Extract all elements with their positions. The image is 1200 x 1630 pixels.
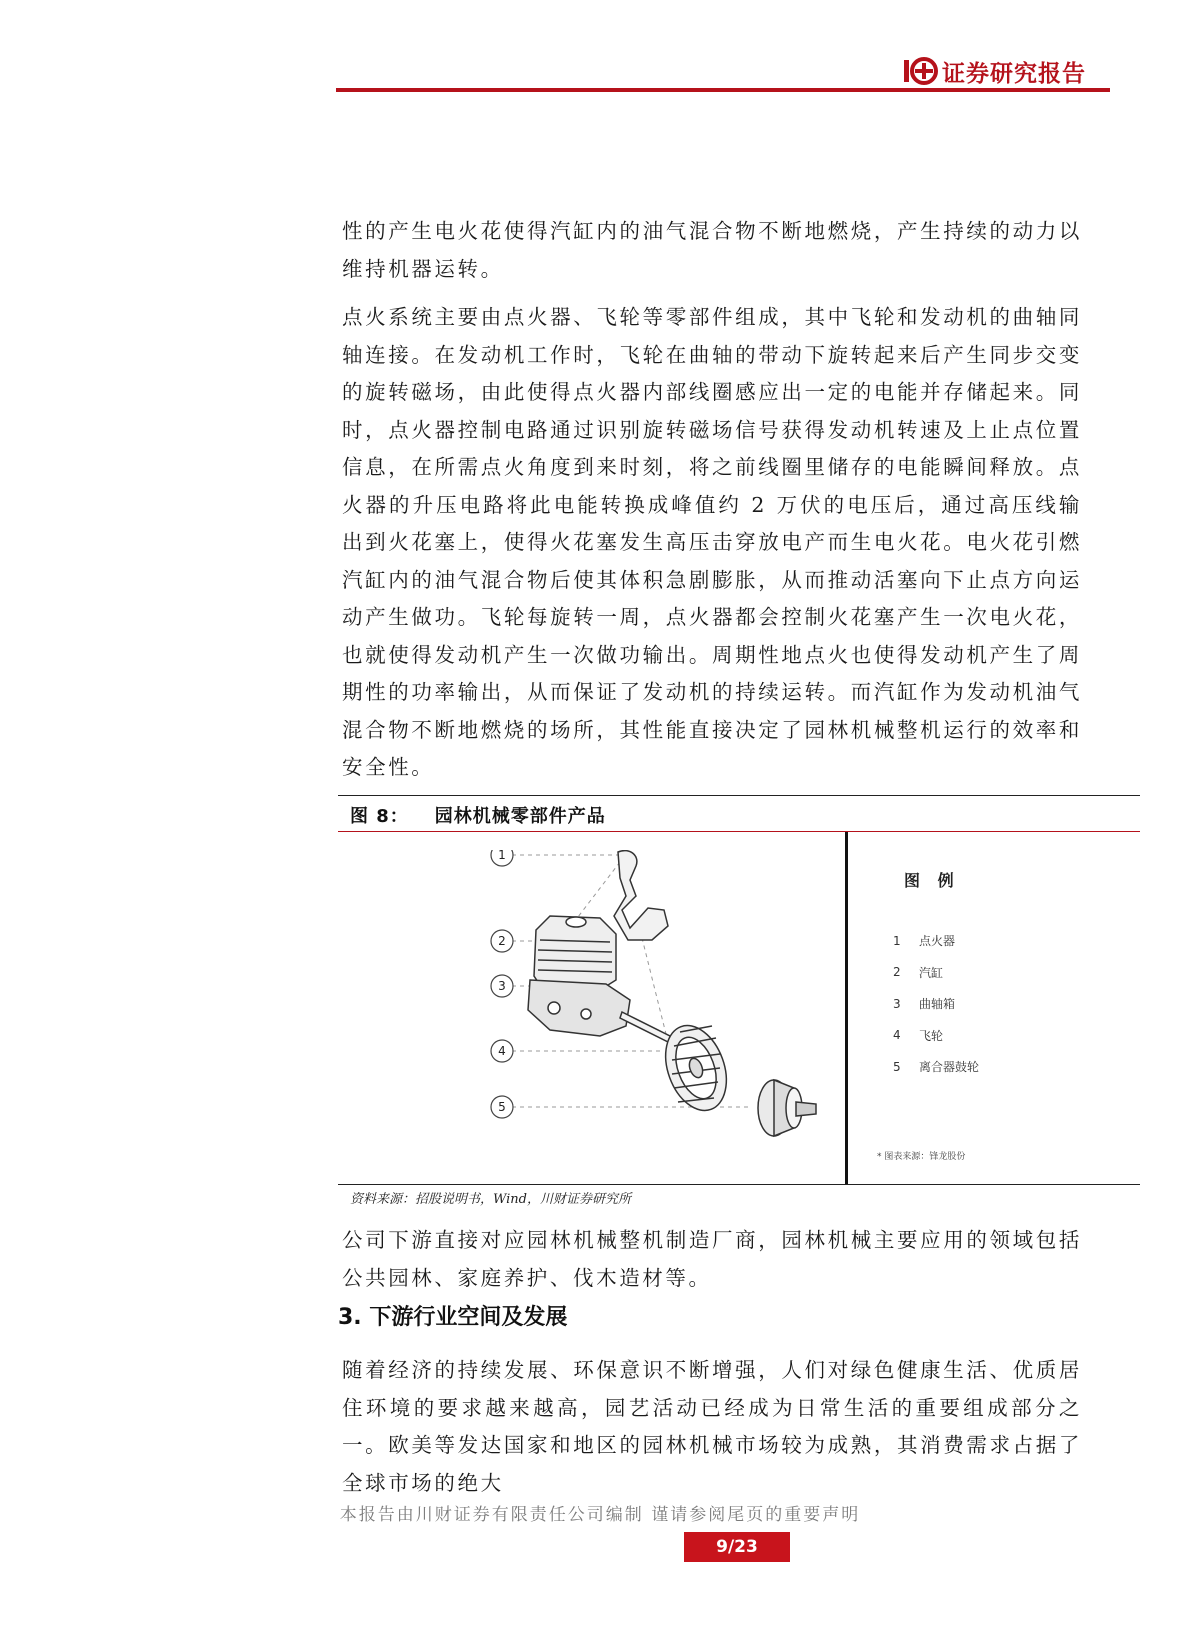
figure-caption <box>350 802 606 828</box>
callout-2: 2 <box>498 934 506 948</box>
callout-1: 1 <box>498 850 506 862</box>
cylinder <box>534 916 616 990</box>
callout-markers <box>491 850 513 1118</box>
footer-disclaimer: 本报告由川财证券有限责任公司编制 谨请参阅尾页的重要声明 <box>339 1505 861 1525</box>
legend-list <box>893 925 979 1083</box>
paragraph: 随着经济的持续发展、环保意识不断增强，人们对绿色健康生活、优质居住环境的要求越来越高，园艺活动已经成为日常生活的重要组成部分之一。欧美等发达国家和地区的园林机械市场较为成熟，其消费需求占据了全球市场的绝大 <box>342 1358 1082 1495</box>
crankcase <box>528 980 630 1036</box>
callout-4: 4 <box>498 1044 506 1058</box>
parts-diagram <box>490 850 820 1160</box>
paragraph: 点火系统主要由点火器、飞轮等零部件组成，其中飞轮和发动机的曲轴同轴连接。在发动机工作时，飞轮在曲轴的带动下旋转起来后产生同步交变的旋转磁场，由此使得点火器内部线圈感应出一定的电能并存储起来。同时，点火器控制电路通过识别旋转磁场信号获得发动机转速及上止点位置信息，在所需点火角度到来时刻，将之前线圈里储存的电能瞬间释放。点火器的升压电路将此电能转换成峰值约 2 万伏的电压后，通过高压线输出到火花塞上，使得火花塞发生高压击穿放电产而生电火花。电火花引燃汽缸内的油气混合物后使其体积急剧膨胀，从而推动活塞向下止点方向运动产生做功。飞轮每旋转一周，点火器都会控制火花塞产生一次电火花，也就使得发动机产生一次做功输出。周期性地点火也使得发动机产生了周期性的功率输出，从而保证了发动机的持续运转。而汽缸作为发动机油气混合物不断地燃烧的场所，其性能直接决定了园林机械整机运行的效率和安全性。 <box>342 305 1082 779</box>
paragraph: 公司下游直接对应园林机械整机制造厂商，园林机械主要应用的领域包括公共园林、家庭养护、伐木造材等。 <box>342 1228 1082 1290</box>
legend-item: 4 飞轮 <box>893 1028 944 1043</box>
figure-caption-rule <box>338 831 1140 832</box>
paragraph: 性的产生电火花使得汽缸内的油气混合物不断地燃烧，产生持续的动力以维持机器运转。 <box>342 219 1082 281</box>
figure-top-rule <box>338 795 1140 796</box>
figure-bottom-rule <box>338 1184 1140 1185</box>
legend-item: 2 汽缸 <box>893 965 944 980</box>
header-title: 证券研究报告 <box>942 59 1086 87</box>
company-logo <box>900 54 940 88</box>
header-brand <box>900 52 1086 90</box>
legend-title: 图 例 <box>904 871 960 890</box>
legend-item: 5 离合器鼓轮 <box>893 1059 980 1075</box>
ignition-coil <box>614 851 668 940</box>
legend-item: 1 点火器 <box>893 933 956 949</box>
legend-item: 3 曲轴箱 <box>893 996 956 1012</box>
page-number: 9/23 <box>684 1532 790 1562</box>
callout-3: 3 <box>498 979 506 993</box>
figure-source: 资料来源：招股说明书，Wind，川财证券研究所 <box>350 1192 631 1207</box>
clutch-drum <box>758 1080 816 1136</box>
figure-divider <box>845 832 848 1185</box>
header-rule <box>336 88 1110 92</box>
flywheel <box>655 1017 738 1119</box>
section-heading: 3. 下游行业空间及发展 <box>338 1305 568 1330</box>
figure-title: 园林机械零部件产品 <box>434 806 606 827</box>
figure-number: 图 8： <box>350 806 409 827</box>
callout-5: 5 <box>498 1100 506 1114</box>
legend-source: * 图表来源：锋龙股份 <box>877 1152 966 1162</box>
